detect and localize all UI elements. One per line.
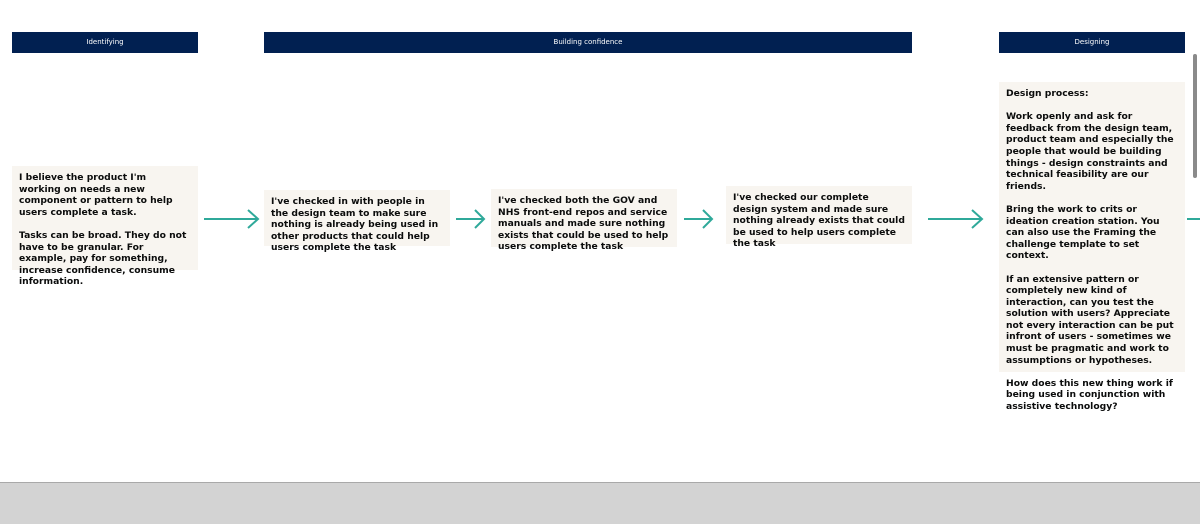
vertical-scrollbar[interactable] xyxy=(1193,54,1197,178)
card-belief[interactable]: I believe the product I'm working on needs a new component or pattern to help users complete a task. Tasks can be broad. They do not have to be granular. For example, pay for something, increase confidence, consume information. xyxy=(12,166,198,270)
card-checked-design-system[interactable]: I've checked our complete design system and made sure nothing already exists that could be used to help users complete the task xyxy=(726,186,912,244)
arrow-right-icon xyxy=(455,208,487,230)
card-checked-design-team[interactable]: I've checked in with people in the design team to make sure nothing is already being used in other products that could help users complete the task xyxy=(264,190,450,246)
phase-identifying: Identifying xyxy=(12,32,198,53)
bottom-toolbar xyxy=(0,482,1200,524)
arrow-right-icon xyxy=(683,208,715,230)
arrow-right-icon xyxy=(927,208,985,230)
phase-building-confidence: Building confidence xyxy=(264,32,912,53)
phase-designing: Designing xyxy=(999,32,1185,53)
arrow-right-icon xyxy=(203,208,261,230)
arrow-right-icon xyxy=(1187,208,1200,230)
card-design-process[interactable]: Design process: Work openly and ask for feedback from the design team, product team and especially the people that would be building things - design constraints and technical feasibility are our friends. Bring the work to crits or ideation creation station. You can also use the Framing the challenge template to set context. If an extensive pattern or completely new kind of interaction, can you test the solution with users? Appreciate not every interaction can be put infront of users - sometimes we must be pragmatic and work to assumptions or hypotheses. How does this new thing work if being used in conjunction with assistive technology? xyxy=(999,82,1185,372)
card-checked-repos[interactable]: I've checked both the GOV and NHS front-end repos and service manuals and made sure nothing exists that could be used to help users complete the task xyxy=(491,189,677,247)
